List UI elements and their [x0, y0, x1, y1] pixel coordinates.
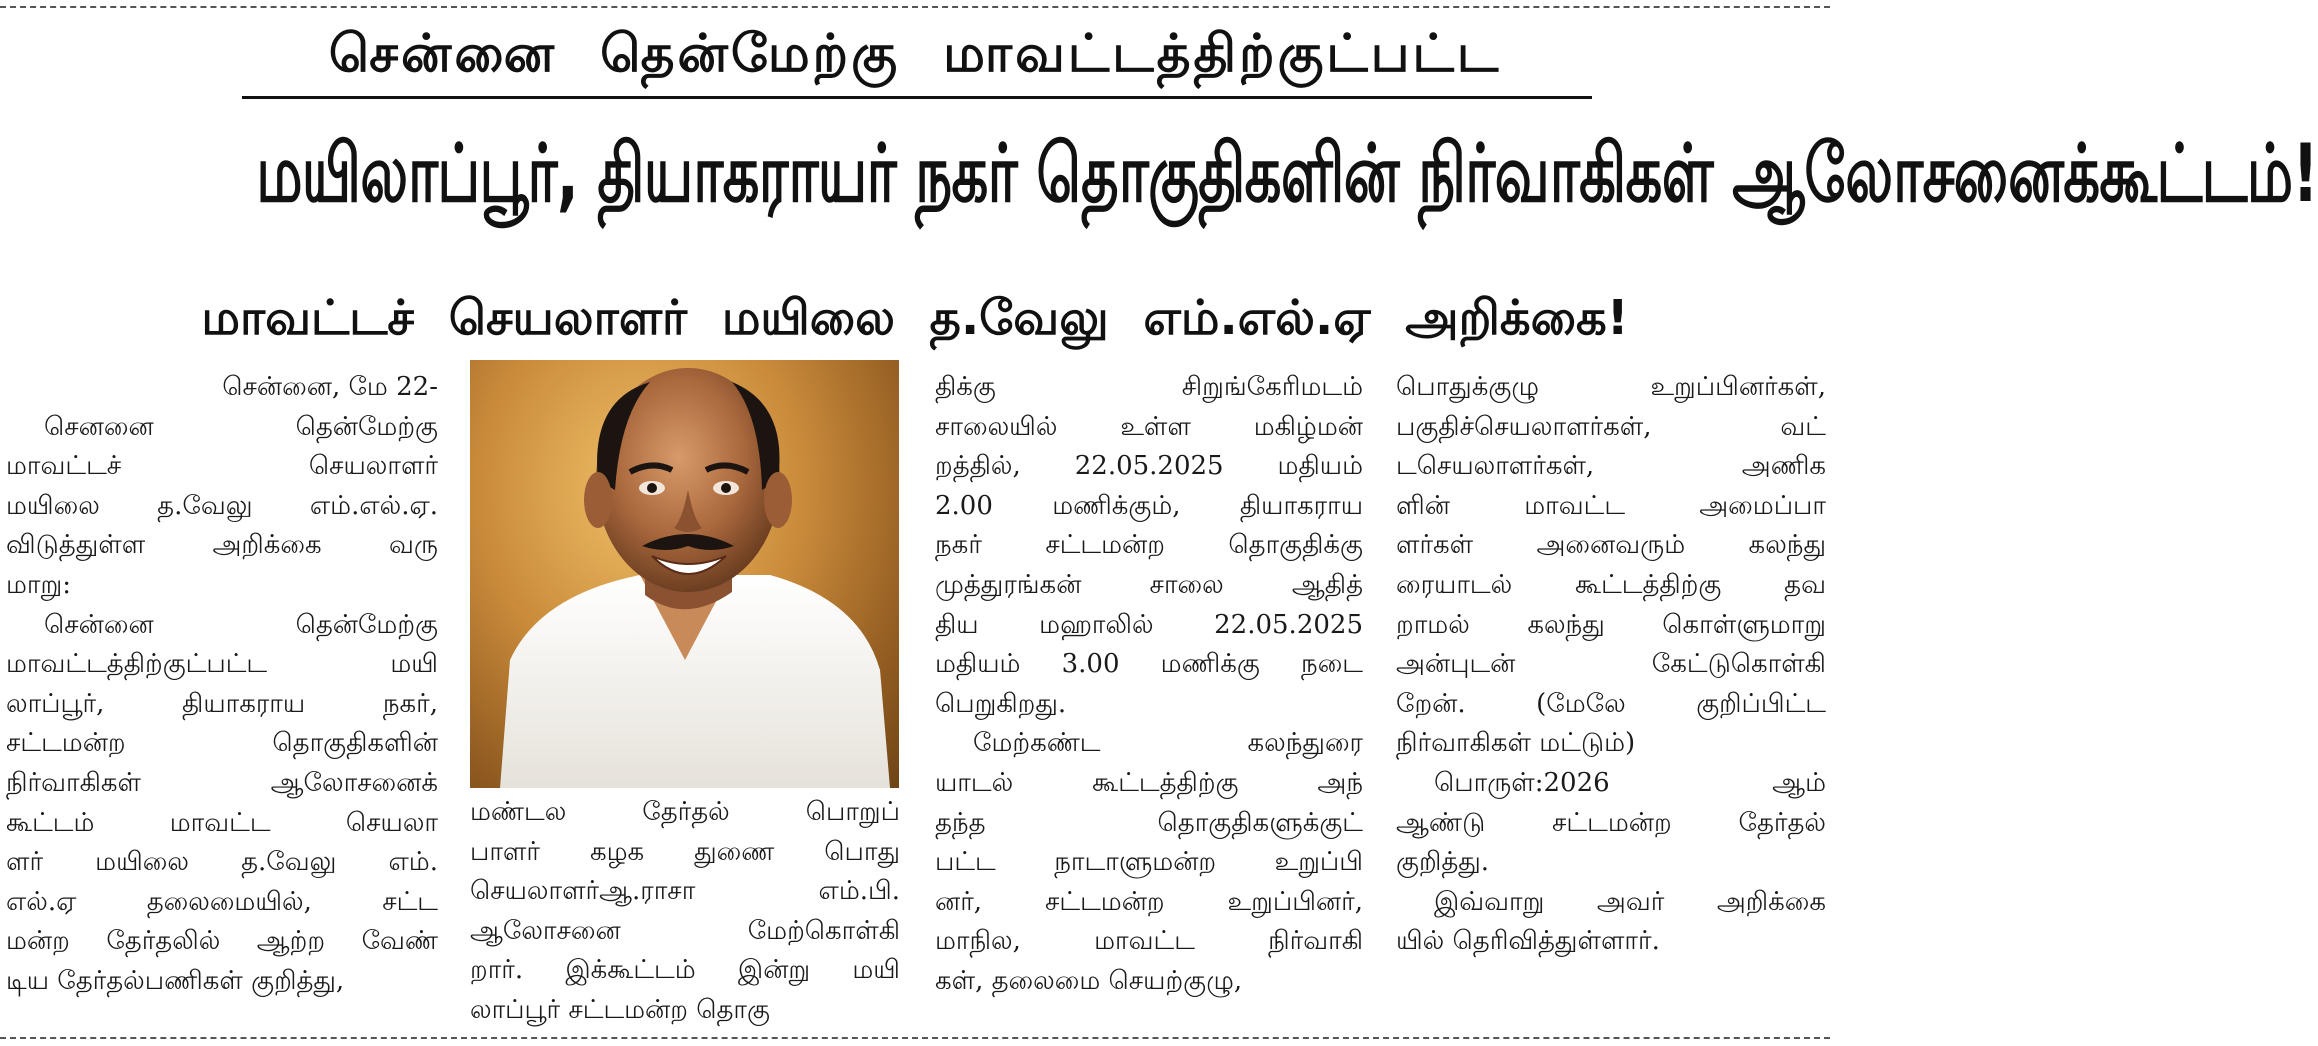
article-line: பாளர் கழக துணை பொது: [470, 836, 900, 867]
article-line: மேற்கண்ட கலந்துரை: [973, 728, 1363, 759]
article-line: சட்டமன்ற தொகுதிகளின்: [6, 728, 438, 759]
article-line: அன்புடன் கேட்டுகொள்கி: [1396, 649, 1826, 680]
article-column-2: [470, 793, 900, 1031]
article-line: சென்னை தென்மேற்கு: [44, 609, 438, 640]
article-line: ளர் மயிலை த.வேலு எம்.: [6, 847, 438, 878]
article-line: றார். இக்கூட்டம் இன்று மயி: [470, 955, 900, 986]
article-line: கூட்டம் மாவட்ட செயலா: [6, 807, 438, 838]
article-line: மண்டல தேர்தல் பொறுப்: [470, 797, 900, 827]
article-line: ரையாடல் கூட்டத்திற்கு தவ: [1396, 569, 1826, 600]
article-line: றத்தில், 22.05.2025 மதியம்: [935, 451, 1363, 482]
article-line: றேன். (மேலே குறிப்பிட்ட: [1396, 688, 1826, 719]
kicker-underline: [242, 96, 1592, 99]
article-line: னர், சட்டமன்ற உறுப்பினர்,: [935, 886, 1363, 917]
portrait-illustration: [470, 360, 899, 788]
article-line: மன்ற தேர்தலில் ஆற்ற வேண்: [6, 926, 438, 957]
article-line: பொருள்:2026 ஆம்: [1434, 767, 1826, 798]
article-line: இவ்வாறு அவர் அறிக்கை: [1434, 886, 1826, 917]
article-column-3: [935, 368, 1363, 1002]
main-headline: மயிலாப்பூர், தியாகராயர் நகர் தொகுதிகளின் நிர்வாகிகள் ஆலோசனைக்கூட்டம்!: [256, 127, 2318, 220]
article-line: மாவட்டச் செயலாளர்: [6, 451, 438, 482]
article-line: செனனை தென்மேற்கு: [44, 411, 438, 442]
article-line: ஆலோசனை மேற்கொள்கி: [470, 915, 900, 946]
article-line: பெறுகிறது.: [935, 688, 1067, 719]
article-line: பகுதிச்செயலாளர்கள், வட்: [1396, 411, 1826, 442]
article-line: பட்ட நாடாளுமன்ற உறுப்பி: [935, 847, 1363, 878]
article-line: மதியம் 3.00 மணிக்கு நடை: [935, 649, 1363, 680]
article-line: ளின் மாவட்ட அமைப்பா: [1396, 490, 1826, 521]
article-line: சென்னை, மே 22-: [222, 372, 438, 402]
article-line: பொதுக்குழு உறுப்பினர்கள்,: [1396, 372, 1826, 402]
portrait-photo: [470, 360, 899, 788]
article-line: யில் தெரிவித்துள்ளார்.: [1396, 926, 1660, 957]
article-line: லாப்பூர் சட்டமன்ற தொகு: [470, 994, 770, 1025]
article-line: விடுத்துள்ள அறிக்கை வரு: [6, 530, 438, 561]
article-line: 2.00 மணிக்கும், தியாகராய: [935, 490, 1363, 521]
article-line: சாலையில் உள்ள மகிழ்மன்: [935, 411, 1363, 442]
article-line: நிர்வாகிகள் ஆலோசனைக்: [6, 767, 438, 798]
bottom-dashed-border: [0, 1037, 1830, 1039]
article-line: திய மஹாலில் 22.05.2025: [935, 609, 1363, 640]
article-line: டிய தேர்தல்பணிகள் குறித்து,: [6, 965, 345, 996]
article-line: லாப்பூர், தியாகராய நகர்,: [6, 688, 438, 719]
article-line: குறித்து.: [1396, 847, 1490, 878]
article-line: ஆண்டு சட்டமன்ற தேர்தல்: [1396, 807, 1826, 838]
article-column-1: [6, 368, 438, 1002]
article-line: கள், தலைமை செயற்குழு,: [935, 965, 1243, 996]
kicker-heading: சென்னை தென்மேற்கு மாவட்டத்திற்குட்பட்ட: [328, 24, 1502, 84]
article-line: ளர்கள் அனைவரும் கலந்து: [1396, 530, 1826, 561]
article-line: மாவட்டத்திற்குட்பட்ட மயி: [6, 649, 438, 680]
article-line: டசெயலாளர்கள், அணிக: [1396, 451, 1826, 482]
article-line: மாறு:: [6, 569, 71, 600]
top-dashed-border: [0, 6, 1830, 8]
article-line: மாநில, மாவட்ட நிர்வாகி: [935, 926, 1363, 957]
subheadline: மாவட்டச் செயலாளர் மயிலை த.வேலு எம்.எல்.ஏ அறிக்கை!: [201, 290, 1629, 346]
article-line: யாடல் கூட்டத்திற்கு அந்: [935, 767, 1363, 798]
article-line: றாமல் கலந்து கொள்ளுமாறு: [1396, 609, 1826, 640]
article-column-4: [1396, 368, 1826, 962]
article-line: தந்த தொகுதிகளுக்குட்: [935, 807, 1363, 838]
article-line: எல்.ஏ தலைமையில், சட்ட: [6, 886, 438, 917]
article-line: முத்துரங்கன் சாலை ஆதித்: [935, 569, 1363, 600]
article-line: நிர்வாகிகள் மட்டும்): [1396, 728, 1636, 759]
article-line: நகர் சட்டமன்ற தொகுதிக்கு: [935, 530, 1363, 561]
article-line: செயலாளர்ஆ.ராசா எம்.பி.: [470, 876, 900, 907]
article-line: திக்கு சிறுங்கேரிமடம்: [935, 372, 1363, 402]
article-line: மயிலை த.வேலு எம்.எல்.ஏ.: [6, 490, 438, 521]
